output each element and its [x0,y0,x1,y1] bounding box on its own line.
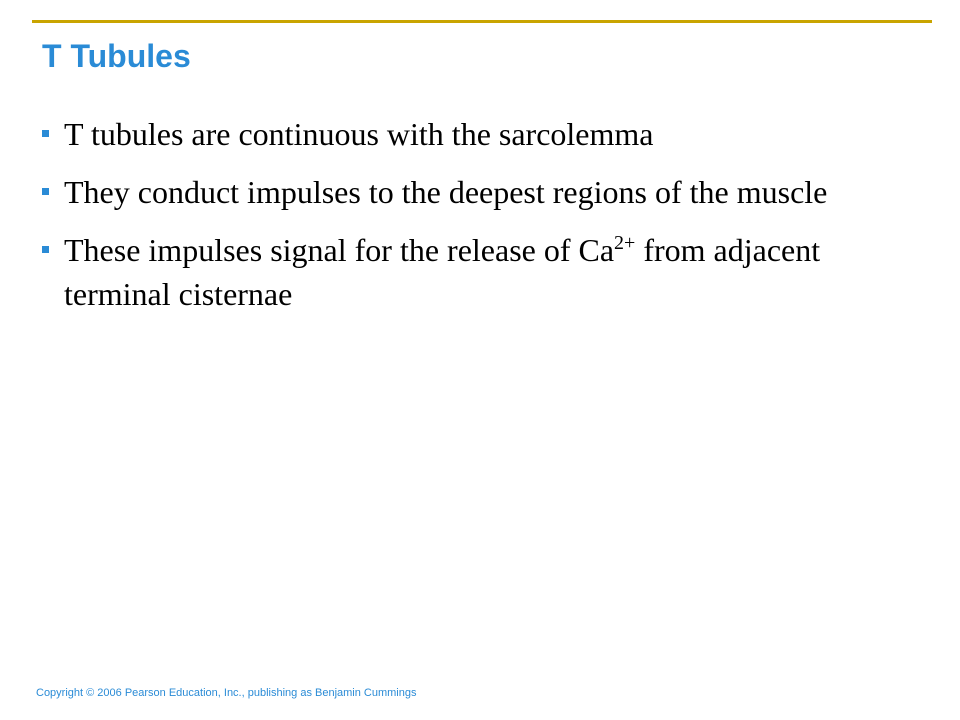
square-bullet-icon [42,246,49,253]
bullet-item [40,228,870,316]
bullet-item [40,112,870,156]
bullet-text: They conduct impulses to the deepest regions of the muscle [64,174,828,210]
square-bullet-icon [42,188,49,195]
top-divider [32,20,932,23]
bullet-text-before: These impulses signal for the release of Ca [64,232,615,268]
bullet-text: T tubules are continuous with the sarcolemma [64,116,654,152]
bullet-item [40,170,870,214]
bullet-text-after: from adjacent terminal cisternae [64,232,821,312]
square-bullet-icon [42,130,49,137]
copyright-footer: Copyright © 2006 Pearson Education, Inc., publishing as Benjamin Cummings [36,687,417,699]
slide-title: T Tubules [42,38,191,74]
calcium-charge-superscript: 2+ [614,232,636,254]
bullet-list [40,112,870,330]
